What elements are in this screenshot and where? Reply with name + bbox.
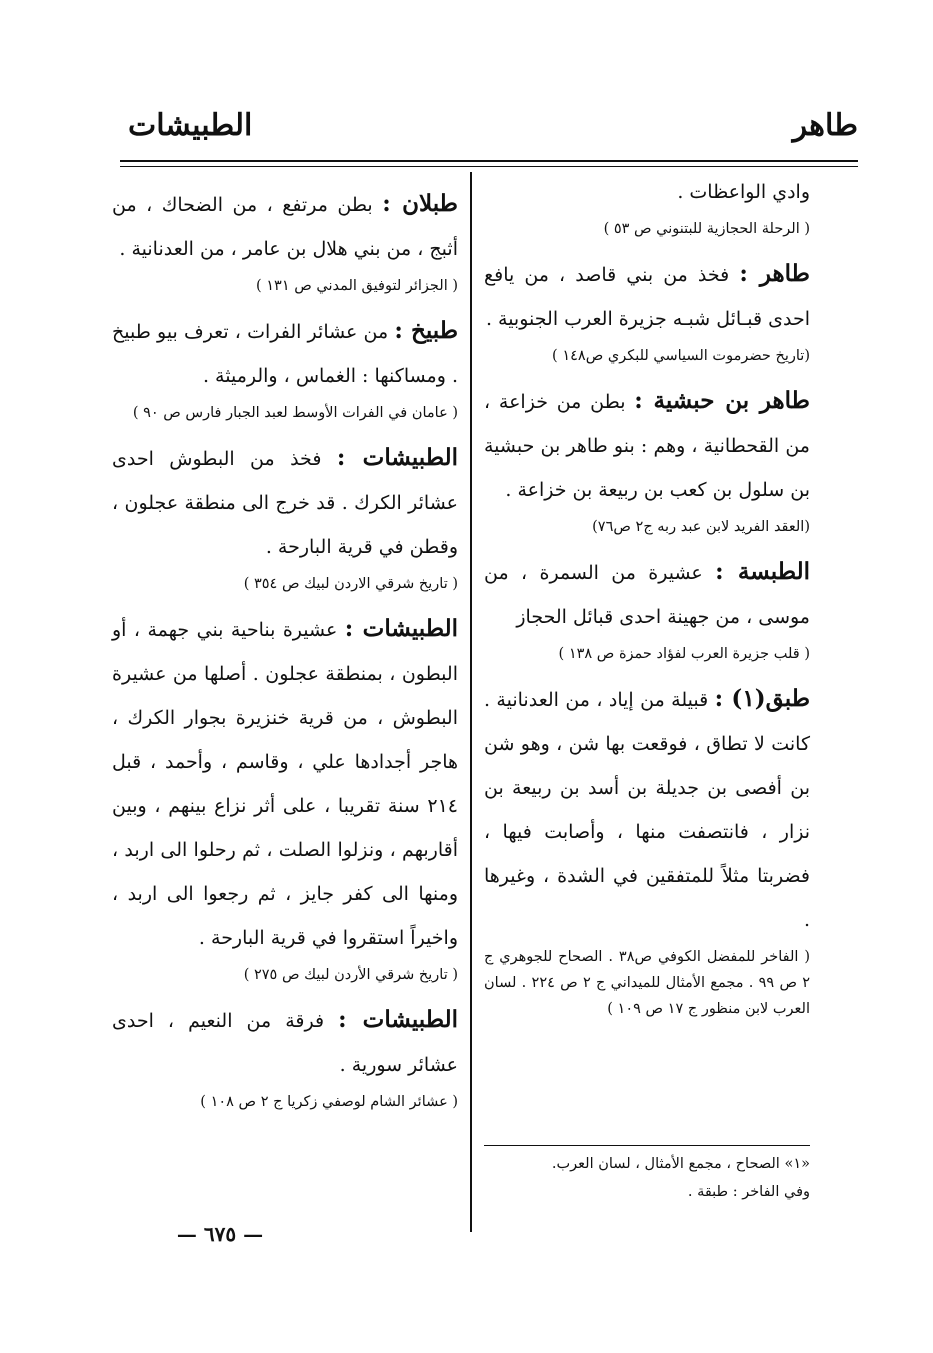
entry-headword: طاهر بن حبشية : <box>634 387 810 414</box>
left-column <box>112 182 458 1125</box>
right-column <box>484 170 810 1032</box>
entry-source: ( تاريخ شرقي الأردن لبيك ص ٢٧٥ ) <box>243 967 458 983</box>
entry-headword: طبق(١) : <box>714 685 810 712</box>
entry-text: وادي الواعظات . <box>677 181 810 203</box>
entry <box>484 677 810 942</box>
entry-text: عشيرة من السمرة ، من موسى ، من جهينة احدى قبائل الحجاز <box>484 562 810 628</box>
entry-headword: الطبيشات : <box>338 1006 459 1033</box>
entry-source: ( الرحلة الحجازية للبتنوني ص ٥٣ ) <box>603 221 810 237</box>
footnote-line: «١» الصحاح ، مجمع الأمثال ، لسان العرب. <box>551 1156 810 1172</box>
entry-source: ( عشائر الشام لوصفي زكريا ج ٢ ص ١٠٨ ) <box>200 1094 458 1110</box>
entry <box>112 436 458 569</box>
entry-source: ( تاريخ شرقي الاردن لبيك ص ٣٥٤ ) <box>243 576 458 592</box>
entry-source: ( الجزائر لتوفيق المدني ص ١٣١ ) <box>255 278 458 294</box>
page-number: — ٦٧٥ — <box>176 1222 264 1246</box>
entry-headword: طبيخ : <box>394 317 459 344</box>
entry <box>112 309 458 398</box>
entry-text: بطن مرتفع ، من الضحاك ، من أثبج ، من بني هلال بن عامر ، من العدنانية . <box>112 194 458 260</box>
entry-headword: طاهر : <box>739 260 810 287</box>
entry-text: فخذ من بني قاصد ، من يافع احدى قبـائل شبـه جزيرة العرب الجنوبية . <box>484 264 810 330</box>
entry-source: ( الفاخر للمفضل الكوفي ص٣٨ . الصحاح للجوهري ج ٢ ص ٩٩ . مجمع الأمثال للميداني ج ٢ ص ٢٢٤ . لسان العرب لابن منظور ج ١٧ ص ١٠٩ ) <box>484 949 811 1017</box>
header-rule-thin <box>120 166 858 167</box>
entry-source: ( قلب جزيرة العرب لفؤاد حمزة ص ١٣٨ ) <box>558 646 810 662</box>
column-divider <box>470 172 472 1232</box>
entry-text: من عشائر الفرات ، تعرف بيو طبيخ . ومساكنها : الغماس ، والرميثة . <box>112 321 458 387</box>
entry-text: فخذ من البطوش احدى عشائر الكرك . قد خرج الى منطقة عجلون ، وقطن في قرية البارحة . <box>112 448 458 558</box>
entry-source: (تاريخ حضرموت السياسي للبكري ص١٤٨ ) <box>552 348 810 364</box>
entry-headword: طبلان : <box>382 190 458 217</box>
entry-text: عشيرة بناحية بني جهمة ، أو البطون ، بمنطقة عجلون . أصلها من عشيرة البطوش ، من قرية خنزيرة بجوار الكرك ، هاجر أجدادها علي ، وقاسم ، وأحمد ، قبل ٢١٤ سنة تقريبا ، على أثر نزاع بينهم ، وبين أقاربهم ، ونزلوا الصلت ، ثم رحلوا الى اربد ، ومنها الى كفر جايز ، ثم رجعوا الى اربد ، واخيراً استقروا في قرية البارحة . <box>112 619 458 949</box>
entry-headword: الطبسة : <box>715 558 810 585</box>
entry-text: قبيلة من إياد ، من العدنانية . كانت لا تطاق ، فوقعت بها شن ، وهو شن بن أفصى بن جديلة بن أسد بن ربيعة بن نزار ، فانتصفت منها ، وأصابت فيها ، فضربتا مثلاً للمتفقين في الشدة ، وغيرها . <box>484 689 810 931</box>
entry-text: بطن من خزاعة ، من القحطانية ، وهم : بنو طاهر بن حبشية بن سلول بن كعب بن ربيعة بن خزاعة . <box>484 391 810 501</box>
entry <box>112 998 458 1087</box>
entry-source: ( عامان في الفرات الأوسط لعبد الجبار فارس ص ٩٠ ) <box>132 405 458 421</box>
entry <box>112 607 458 960</box>
footnote-line: وفي الفاخر : طبقة . <box>687 1184 810 1200</box>
running-head-right: طاهر <box>792 108 858 143</box>
entry <box>484 379 810 512</box>
entry-headword: الطبيشات : <box>336 444 458 471</box>
entry-text: فرقة من النعيم ، احدى عشائر سورية . <box>112 1010 458 1076</box>
entry <box>484 550 810 639</box>
footnote <box>484 1150 810 1206</box>
entry <box>112 182 458 271</box>
entry <box>484 252 810 341</box>
footnote-rule <box>484 1145 810 1146</box>
entry-source: (العقد الفريد لابن عبد ربه ج٢ ص٧٦) <box>592 519 810 535</box>
running-head-left: الطبيشات <box>128 108 253 143</box>
header-rule <box>120 160 858 162</box>
entry-headword: الطبيشات : <box>344 615 458 642</box>
